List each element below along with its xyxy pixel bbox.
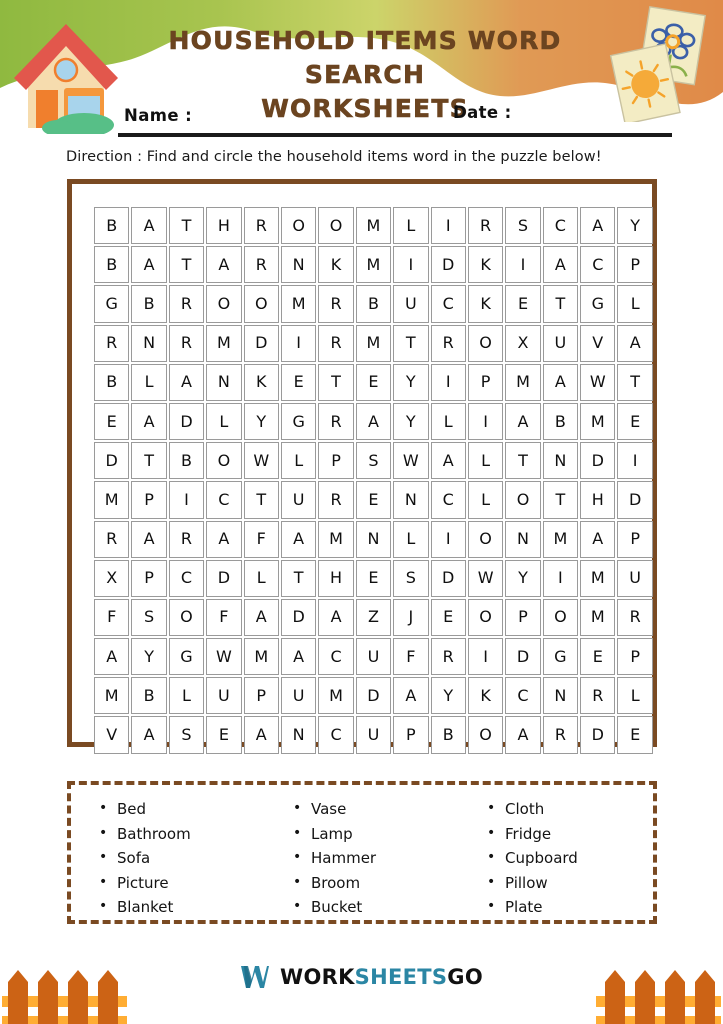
grid-cell[interactable]: O (206, 285, 241, 322)
grid-cell[interactable]: M (318, 677, 353, 714)
grid-cell[interactable]: S (131, 599, 166, 636)
word-list-item[interactable]: • Blanket (99, 895, 265, 920)
grid-cell[interactable]: A (206, 521, 241, 558)
header-divider-rule (118, 133, 672, 137)
grid-cell[interactable]: M (318, 521, 353, 558)
grid-cell[interactable]: B (431, 716, 466, 753)
grid-cell[interactable]: R (318, 325, 353, 362)
grid-cell[interactable]: P (131, 560, 166, 597)
grid-cell[interactable]: L (393, 207, 428, 244)
grid-cell[interactable]: D (356, 677, 391, 714)
grid-cell[interactable]: E (356, 560, 391, 597)
grid-cell[interactable]: O (505, 481, 540, 518)
grid-cell[interactable]: K (244, 364, 279, 401)
grid-cell[interactable]: E (206, 716, 241, 753)
grid-cell[interactable]: A (505, 716, 540, 753)
grid-cell[interactable]: R (617, 599, 652, 636)
grid-cell[interactable]: R (580, 677, 615, 714)
grid-cell[interactable]: A (244, 716, 279, 753)
grid-cell[interactable]: A (580, 521, 615, 558)
grid-cell[interactable]: P (617, 521, 652, 558)
grid-cell[interactable]: M (281, 285, 316, 322)
grid-cell[interactable]: U (356, 638, 391, 675)
grid-cell[interactable]: E (617, 403, 652, 440)
grid-cell[interactable]: E (356, 481, 391, 518)
grid-cell[interactable]: L (468, 481, 503, 518)
grid-cell[interactable]: S (505, 207, 540, 244)
grid-cell[interactable]: U (356, 716, 391, 753)
grid-cell[interactable]: I (281, 325, 316, 362)
grid-cell[interactable]: R (94, 521, 129, 558)
word-list-item[interactable]: • Plate (487, 895, 653, 920)
word-list-item[interactable]: • Pillow (487, 871, 653, 896)
grid-cell[interactable]: B (94, 246, 129, 283)
grid-cell[interactable]: M (580, 403, 615, 440)
grid-cell[interactable]: L (281, 442, 316, 479)
grid-cell[interactable]: I (431, 521, 466, 558)
grid-cell[interactable]: A (94, 638, 129, 675)
grid-cell[interactable]: B (131, 285, 166, 322)
grid-cell[interactable]: T (244, 481, 279, 518)
grid-cell[interactable]: S (393, 560, 428, 597)
grid-cell[interactable]: Y (393, 364, 428, 401)
grid-cell[interactable]: C (431, 285, 466, 322)
grid-cell[interactable]: R (468, 207, 503, 244)
grid-cell[interactable]: A (281, 638, 316, 675)
grid-cell[interactable]: M (206, 325, 241, 362)
grid-cell[interactable]: Y (431, 677, 466, 714)
grid-cell[interactable]: K (468, 677, 503, 714)
word-list-column (265, 797, 459, 920)
word-list-item[interactable]: • Picture (99, 871, 265, 896)
grid-cell[interactable]: U (281, 481, 316, 518)
grid-cell[interactable]: T (505, 442, 540, 479)
grid-cell[interactable]: R (318, 403, 353, 440)
grid-cell[interactable]: N (281, 716, 316, 753)
grid-cell[interactable]: I (393, 246, 428, 283)
grid-cell[interactable]: I (468, 638, 503, 675)
grid-cell[interactable]: D (431, 560, 466, 597)
grid-cell[interactable]: R (318, 285, 353, 322)
grid-cell[interactable]: L (431, 403, 466, 440)
grid-cell[interactable]: Y (393, 403, 428, 440)
grid-cell[interactable]: A (244, 599, 279, 636)
grid-cell[interactable]: N (356, 521, 391, 558)
grid-cell[interactable]: T (281, 560, 316, 597)
grid-cell[interactable]: E (617, 716, 652, 753)
grid-cell[interactable]: D (206, 560, 241, 597)
grid-cell[interactable]: S (169, 716, 204, 753)
grid-cell[interactable]: X (505, 325, 540, 362)
grid-cell[interactable]: M (356, 246, 391, 283)
grid-cell[interactable]: A (505, 403, 540, 440)
grid-cell[interactable]: W (468, 560, 503, 597)
grid-cell[interactable]: Y (131, 638, 166, 675)
grid-cell[interactable]: P (468, 364, 503, 401)
grid-cell[interactable]: O (169, 599, 204, 636)
word-list-item[interactable]: • Cloth (487, 797, 653, 822)
grid-cell[interactable]: I (431, 364, 466, 401)
logo-text-work: WORK (279, 965, 355, 989)
grid-cell[interactable]: T (543, 285, 578, 322)
grid-cell[interactable]: L (169, 677, 204, 714)
grid-cell[interactable]: R (169, 325, 204, 362)
grid-cell[interactable]: T (169, 246, 204, 283)
grid-cell[interactable]: G (580, 285, 615, 322)
grid-cell[interactable]: M (94, 677, 129, 714)
grid-cell[interactable]: A (131, 403, 166, 440)
logo-text-go: GO (447, 965, 483, 989)
grid-cell[interactable]: D (94, 442, 129, 479)
grid-cell[interactable]: E (281, 364, 316, 401)
word-search-grid[interactable] (94, 207, 653, 754)
title-line-1: HOUSEHOLD ITEMS WORD SEARCH (168, 26, 562, 89)
word-list-column (71, 797, 265, 920)
grid-cell[interactable]: H (206, 207, 241, 244)
grid-cell[interactable]: B (131, 677, 166, 714)
grid-cell[interactable]: B (94, 364, 129, 401)
grid-cell[interactable]: E (580, 638, 615, 675)
grid-cell[interactable]: D (169, 403, 204, 440)
grid-cell[interactable]: F (393, 638, 428, 675)
date-label: Date : (453, 103, 512, 122)
grid-cell[interactable]: F (94, 599, 129, 636)
grid-cell[interactable]: P (617, 246, 652, 283)
grid-cell[interactable]: G (281, 403, 316, 440)
grid-cell[interactable]: O (318, 207, 353, 244)
grid-cell[interactable]: E (356, 364, 391, 401)
grid-cell[interactable]: D (431, 246, 466, 283)
grid-cell[interactable]: O (468, 599, 503, 636)
grid-cell[interactable]: A (131, 246, 166, 283)
grid-cell[interactable]: U (393, 285, 428, 322)
grid-cell[interactable]: A (169, 364, 204, 401)
grid-cell[interactable]: D (244, 325, 279, 362)
grid-cell[interactable]: A (580, 207, 615, 244)
grid-cell[interactable]: N (543, 677, 578, 714)
grid-cell[interactable]: A (393, 677, 428, 714)
word-list-column (459, 797, 653, 920)
word-list-item[interactable]: • Sofa (99, 846, 265, 871)
grid-cell[interactable]: H (580, 481, 615, 518)
grid-cell[interactable]: R (318, 481, 353, 518)
grid-cell[interactable]: E (94, 403, 129, 440)
grid-cell[interactable]: T (169, 207, 204, 244)
grid-cell[interactable]: V (580, 325, 615, 362)
grid-cell[interactable]: P (505, 599, 540, 636)
grid-cell[interactable]: L (131, 364, 166, 401)
word-list-item[interactable]: • Bathroom (99, 822, 265, 847)
grid-cell[interactable]: P (617, 638, 652, 675)
grid-cell[interactable]: W (393, 442, 428, 479)
puzzle-frame (67, 179, 657, 747)
grid-cell[interactable]: R (244, 246, 279, 283)
word-list-item[interactable]: • Hammer (293, 846, 459, 871)
grid-cell[interactable]: I (169, 481, 204, 518)
grid-cell[interactable]: A (281, 521, 316, 558)
grid-cell[interactable]: M (356, 325, 391, 362)
grid-cell[interactable]: A (543, 364, 578, 401)
name-date-row (124, 103, 669, 132)
grid-cell[interactable]: G (94, 285, 129, 322)
grid-cell[interactable]: O (468, 325, 503, 362)
grid-cell[interactable]: L (393, 521, 428, 558)
grid-cell[interactable]: I (468, 403, 503, 440)
grid-cell[interactable]: O (244, 285, 279, 322)
word-list-item[interactable]: • Fridge (487, 822, 653, 847)
grid-cell[interactable]: T (617, 364, 652, 401)
grid-cell[interactable]: F (244, 521, 279, 558)
grid-cell[interactable]: R (244, 207, 279, 244)
grid-cell[interactable]: O (468, 716, 503, 753)
grid-cell[interactable]: R (543, 716, 578, 753)
grid-cell[interactable]: R (169, 285, 204, 322)
word-list-item[interactable]: • Bed (99, 797, 265, 822)
grid-cell[interactable]: R (169, 521, 204, 558)
grid-cell[interactable]: B (169, 442, 204, 479)
word-list-item[interactable]: • Vase (293, 797, 459, 822)
word-list-item[interactable]: • Cupboard (487, 846, 653, 871)
word-list-item[interactable]: • Lamp (293, 822, 459, 847)
grid-cell[interactable]: C (505, 677, 540, 714)
grid-cell[interactable]: C (318, 716, 353, 753)
grid-cell[interactable]: B (94, 207, 129, 244)
grid-cell[interactable]: R (431, 325, 466, 362)
grid-cell[interactable]: I (431, 207, 466, 244)
grid-cell[interactable]: M (580, 560, 615, 597)
grid-cell[interactable]: G (543, 638, 578, 675)
grid-cell[interactable]: Y (505, 560, 540, 597)
grid-cell[interactable]: R (94, 325, 129, 362)
grid-cell[interactable]: N (206, 364, 241, 401)
grid-cell[interactable]: S (356, 442, 391, 479)
grid-cell[interactable]: L (468, 442, 503, 479)
grid-cell[interactable]: M (543, 521, 578, 558)
grid-cell[interactable]: K (468, 246, 503, 283)
grid-cell[interactable]: A (206, 246, 241, 283)
grid-cell[interactable]: E (431, 599, 466, 636)
name-label: Name : (124, 106, 193, 125)
grid-cell[interactable]: A (431, 442, 466, 479)
grid-cell[interactable]: O (543, 599, 578, 636)
grid-cell[interactable]: N (281, 246, 316, 283)
grid-cell[interactable]: T (131, 442, 166, 479)
grid-cell[interactable]: G (169, 638, 204, 675)
logo-text (280, 965, 483, 989)
grid-cell[interactable]: N (505, 521, 540, 558)
grid-cell[interactable]: M (505, 364, 540, 401)
direction-text: Direction : Find and circle the household items word in the puzzle below! (66, 149, 602, 165)
grid-cell[interactable]: K (468, 285, 503, 322)
grid-cell[interactable]: I (617, 442, 652, 479)
grid-cell[interactable]: M (580, 599, 615, 636)
grid-cell[interactable]: L (617, 677, 652, 714)
grid-cell[interactable]: O (281, 207, 316, 244)
grid-cell[interactable]: L (244, 560, 279, 597)
grid-cell[interactable]: P (131, 481, 166, 518)
grid-cell[interactable]: A (617, 325, 652, 362)
grid-cell[interactable]: D (505, 638, 540, 675)
grid-cell[interactable]: I (505, 246, 540, 283)
grid-cell[interactable]: A (131, 716, 166, 753)
house-illustration (6, 12, 126, 134)
grid-cell[interactable]: C (580, 246, 615, 283)
grid-cell[interactable]: N (131, 325, 166, 362)
grid-cell[interactable]: W (244, 442, 279, 479)
grid-cell[interactable]: I (543, 560, 578, 597)
grid-cell[interactable]: U (617, 560, 652, 597)
worksheetsgo-logo-icon (240, 964, 270, 990)
grid-cell[interactable]: A (318, 599, 353, 636)
grid-cell[interactable]: L (617, 285, 652, 322)
grid-cell[interactable]: N (543, 442, 578, 479)
grid-cell[interactable]: V (94, 716, 129, 753)
grid-cell[interactable]: E (505, 285, 540, 322)
grid-cell[interactable]: D (580, 442, 615, 479)
footer-logo (0, 960, 723, 994)
word-list-item[interactable]: • Bucket (293, 895, 459, 920)
grid-cell[interactable]: A (131, 207, 166, 244)
grid-cell[interactable]: T (393, 325, 428, 362)
title-line-2: WORKSHEETS (261, 94, 469, 123)
grid-cell[interactable]: B (356, 285, 391, 322)
grid-cell[interactable]: H (318, 560, 353, 597)
word-list-item[interactable]: • Broom (293, 871, 459, 896)
grid-cell[interactable]: N (393, 481, 428, 518)
grid-cell[interactable]: D (580, 716, 615, 753)
drawing-cards-illustration (595, 4, 721, 122)
grid-cell[interactable]: A (131, 521, 166, 558)
grid-cell[interactable]: T (543, 481, 578, 518)
grid-cell[interactable]: W (206, 638, 241, 675)
grid-cell[interactable]: B (543, 403, 578, 440)
grid-cell[interactable]: Y (617, 207, 652, 244)
grid-cell[interactable]: R (431, 638, 466, 675)
grid-cell[interactable]: P (244, 677, 279, 714)
grid-cell[interactable]: Z (356, 599, 391, 636)
grid-cell[interactable]: A (543, 246, 578, 283)
grid-cell[interactable]: J (393, 599, 428, 636)
grid-cell[interactable]: M (244, 638, 279, 675)
grid-cell[interactable]: C (543, 207, 578, 244)
grid-cell[interactable]: P (393, 716, 428, 753)
grid-cell[interactable]: L (206, 403, 241, 440)
grid-cell[interactable]: C (431, 481, 466, 518)
grid-cell[interactable]: Y (244, 403, 279, 440)
grid-cell[interactable]: U (543, 325, 578, 362)
grid-cell[interactable]: M (94, 481, 129, 518)
grid-cell[interactable]: W (580, 364, 615, 401)
grid-cell[interactable]: O (468, 521, 503, 558)
grid-cell[interactable]: X (94, 560, 129, 597)
grid-cell[interactable]: C (169, 560, 204, 597)
grid-cell[interactable]: T (318, 364, 353, 401)
grid-cell[interactable]: C (206, 481, 241, 518)
grid-cell[interactable]: U (206, 677, 241, 714)
grid-cell[interactable]: F (206, 599, 241, 636)
grid-cell[interactable]: D (617, 481, 652, 518)
grid-cell[interactable]: K (318, 246, 353, 283)
grid-cell[interactable]: M (356, 207, 391, 244)
word-list-box (67, 781, 657, 924)
grid-cell[interactable]: P (318, 442, 353, 479)
grid-cell[interactable]: A (356, 403, 391, 440)
grid-cell[interactable]: O (206, 442, 241, 479)
grid-cell[interactable]: C (318, 638, 353, 675)
grid-cell[interactable]: D (281, 599, 316, 636)
grid-cell[interactable]: U (281, 677, 316, 714)
logo-text-sheets: SHEETS (354, 965, 448, 989)
